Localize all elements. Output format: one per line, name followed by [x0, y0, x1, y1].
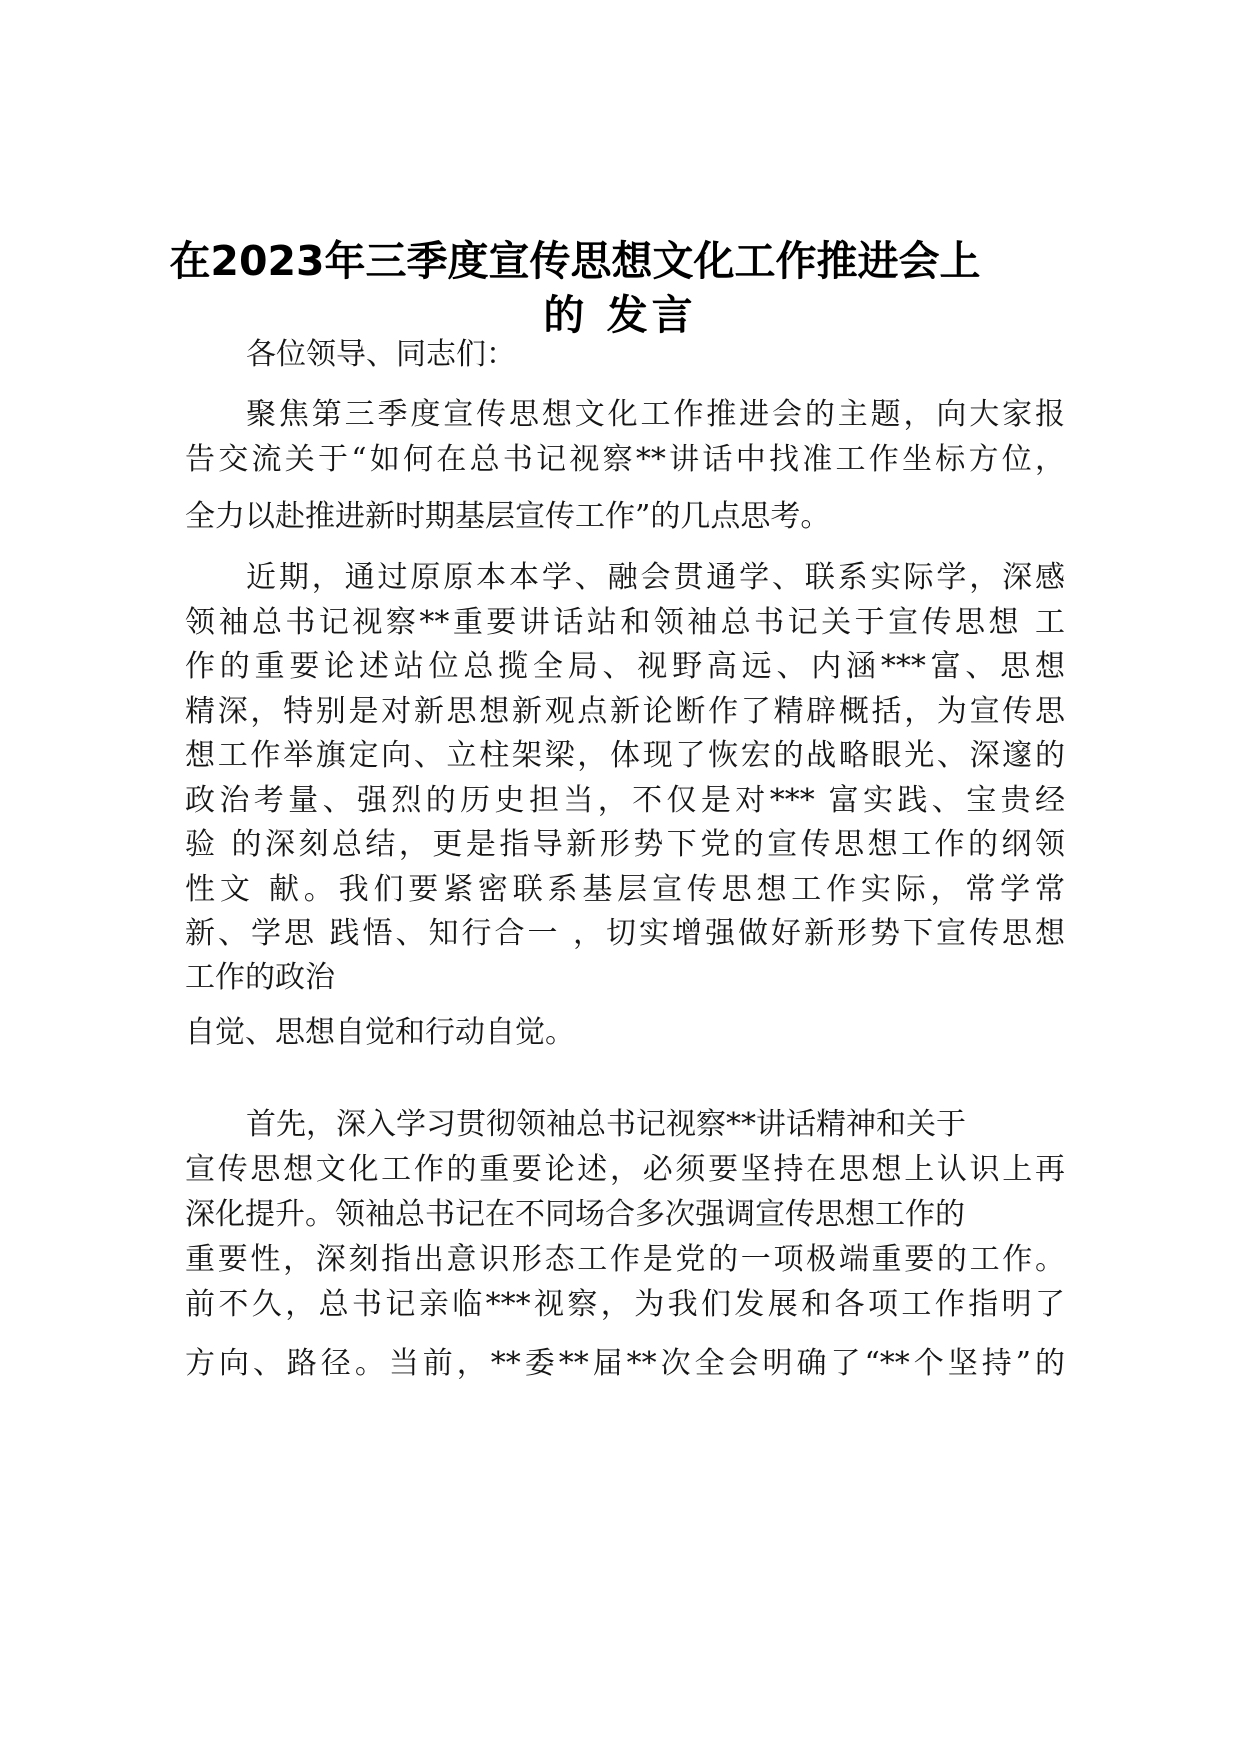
- paragraph-line: 验 的深刻总结，更是指导新形势下党的宣传思想工作的纲领: [185, 827, 1065, 862]
- paragraph-line: 自觉、思想自觉和行动自觉。: [185, 1015, 575, 1050]
- paragraph-line: 前不久，总书记亲临***视察，为我们发展和各项工作指明了: [185, 1287, 1065, 1322]
- paragraph-line: 近期，通过原原本本学、融会贯通学、联系实际学，深感: [246, 560, 1065, 595]
- paragraph-line: 重要性，深刻指出意识形态工作是党的一项极端重要的工作。: [185, 1242, 1065, 1277]
- document-title-line-2: 的 发言: [543, 291, 697, 339]
- paragraph-line: 全力以赴推进新时期基层宣传工作”的几点思考。: [185, 499, 831, 534]
- paragraph-line: 精深，特别是对新思想新观点新论断作了精辟概括，为宣传思: [185, 694, 1065, 729]
- paragraph-line: 深化提升。领袖总书记在不同场合多次强调宣传思想工作的: [185, 1197, 965, 1232]
- paragraph-line: 性文 献。我们要紧密联系基层宣传思想工作实际，常学常: [185, 872, 1065, 907]
- paragraph-line: 告交流关于“如何在总书记视察**讲话中找准工作坐标方位，: [185, 442, 1065, 477]
- salutation: 各位领导、同志们：: [246, 337, 516, 372]
- paragraph-line: 宣传思想文化工作的重要论述，必须要坚持在思想上认识上再: [185, 1152, 1065, 1187]
- paragraph-line: 工作的政治: [185, 960, 335, 995]
- paragraph-line: 作的重要论述站位总揽全局、视野高远、内涵***富、思想: [185, 649, 1065, 684]
- paragraph-line: 首先，深入学习贯彻领袖总书记视察**讲话精神和关于: [246, 1107, 966, 1142]
- paragraph-line: 想工作举旗定向、立柱架梁，体现了恢宏的战略眼光、深邃的: [185, 738, 1065, 773]
- paragraph-line: 聚焦第三季度宣传思想文化工作推进会的主题，向大家报: [246, 397, 1065, 432]
- paragraph-line: 新、学思 践悟、知行合一 ，切实增强做好新形势下宣传思想: [185, 916, 1065, 951]
- paragraph-line: 政治考量、强烈的历史担当，不仅是对*** 富实践、宝贵经: [185, 783, 1065, 818]
- document-title-line-1: 在2023年三季度宣传思想文化工作推进会上: [169, 237, 981, 285]
- paragraph-line: 方向、路径。当前，**委**届**次全会明确了“**个坚持”的: [185, 1346, 1065, 1381]
- paragraph-line: 领袖总书记视察**重要讲话站和领袖总书记关于宣传思想 工: [185, 605, 1065, 640]
